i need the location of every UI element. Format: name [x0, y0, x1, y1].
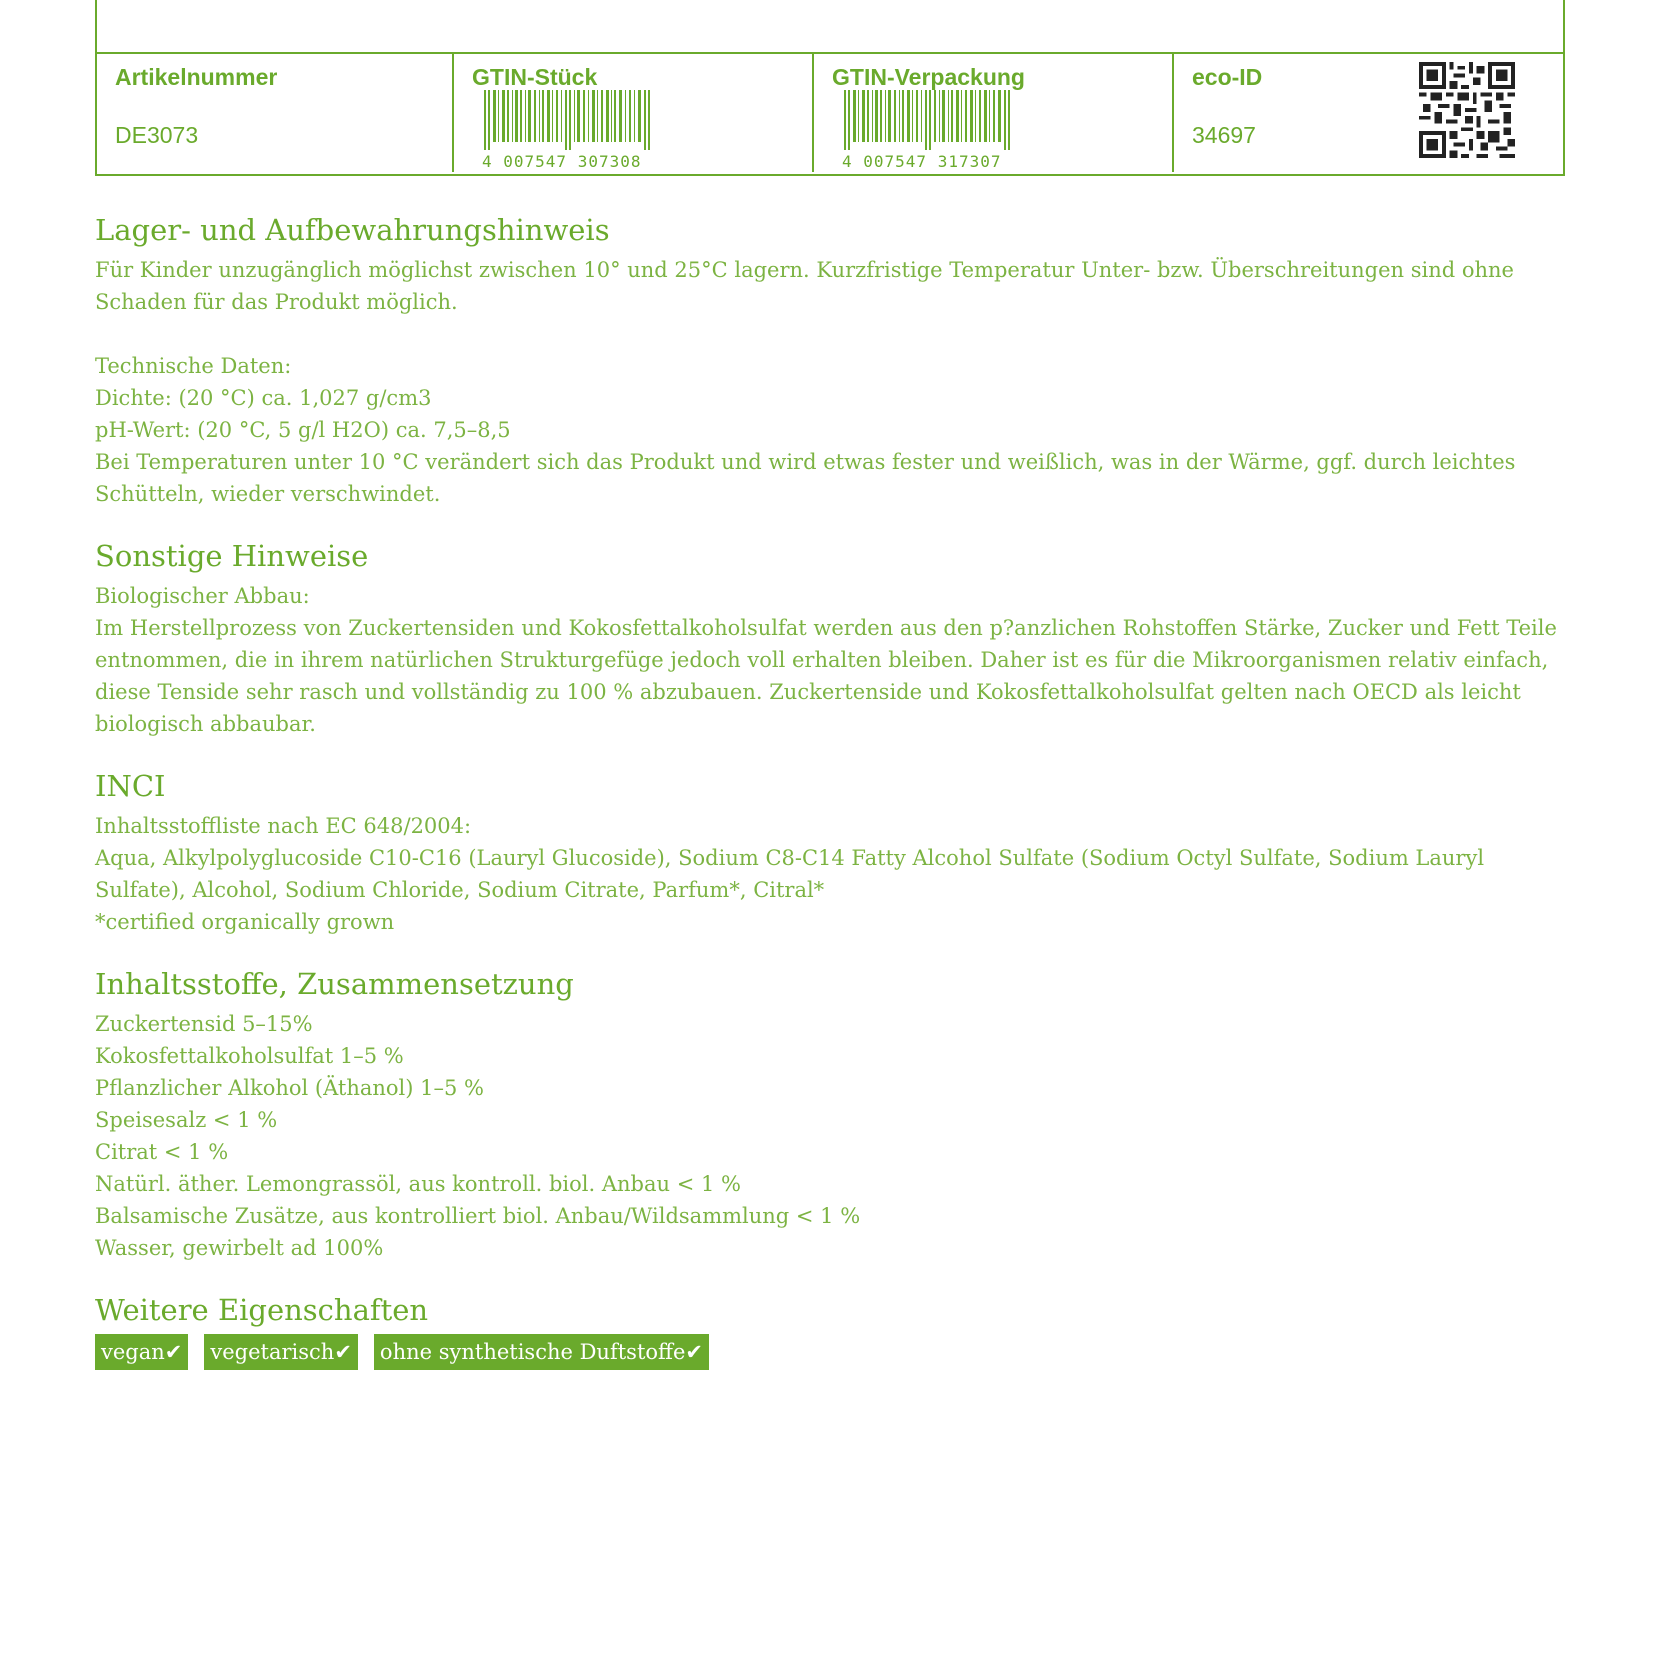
gtin-verpackung-label: GTIN-Verpackung [832, 64, 1025, 90]
list-item: Zuckertensid 5–15% [95, 1012, 313, 1036]
eco-id-label: eco-ID [1192, 64, 1263, 90]
inci-note: *certified organically grown [95, 910, 395, 934]
eco-id-cell [1172, 54, 1565, 172]
property-tags [95, 1334, 1565, 1370]
inci-title: INCI [95, 769, 166, 803]
tag-vegan: vegan✔ [95, 1334, 188, 1370]
list-item: Speisesalz < 1 % [95, 1108, 278, 1132]
density-text: Dichte: (20 °C) ca. 1,027 g/cm3 [95, 386, 432, 410]
list-item: Natürl. äther. Lemongrassöl, aus kontroll. biol. Anbau < 1 % [95, 1172, 741, 1196]
ph-text: pH-Wert: (20 °C, 5 g/l H2O) ca. 7,5–8,5 [95, 418, 511, 442]
tag-vegetarisch: vegetarisch✔ [204, 1334, 358, 1370]
barcode-icon [482, 90, 652, 150]
inhaltsstoffe-title: Inhaltsstoffe, Zusammensetzung [95, 967, 574, 1001]
sonstige-title: Sonstige Hinweise [95, 539, 369, 573]
tag-ohne-duftstoffe: ohne synthetische Duftstoffe✔ [374, 1334, 709, 1370]
gtin-stueck-digits: 4 007547 307308 [482, 152, 642, 171]
gtin-verpackung-digits: 4 007547 317307 [842, 152, 1002, 171]
sonstige-subtitle: Biologischer Abbau: [95, 584, 310, 608]
gtin-stueck-label: GTIN-Stück [472, 64, 598, 90]
barcode-icon [842, 90, 1012, 150]
artikelnummer-label: Artikelnummer [115, 64, 278, 90]
weitere-section [95, 1292, 1565, 1370]
sonstige-section [95, 538, 1565, 740]
temp-note: Bei Temperaturen unter 10 °C verändert sich das Produkt und wird etwas fester und weißlich, was in der Wärme, ggf. durch leichtes Schütteln, wieder verschwindet. [95, 450, 1516, 506]
list-item: Wasser, gewirbelt ad 100% [95, 1236, 384, 1260]
product-info-box [95, 0, 1565, 176]
weitere-title: Weitere Eigenschaften [95, 1293, 429, 1327]
qr-code-icon [1419, 62, 1515, 158]
artikelnummer-value: DE3073 [115, 122, 199, 148]
lager-section [95, 212, 1565, 510]
lager-text: Für Kinder unzugänglich möglichst zwischen 10° und 25°C lagern. Kurzfristige Temperatur Unter- bzw. Überschreitungen sind ohne Schaden für das Produkt möglich. [95, 258, 1514, 314]
list-item: Pflanzlicher Alkohol (Äthanol) 1–5 % [95, 1076, 484, 1100]
sonstige-text: Im Herstellprozess von Zuckertensiden und Kokosfettalkoholsulfat werden aus den p?anzlichen Rohstoffen Stärke, Zucker und Fett Teile entnommen, die in ihrem natürlichen Strukturgefüge jedoch voll erhalten bleiben. Daher ist es für die Mikroorganismen relativ einfach, diese Tenside sehr rasch und vollständig zu 100 % abzubauen. Zuckertenside und Kokosfettalkoholsulfat gelten nach OECD als leicht biologisch abbaubar. [95, 616, 1557, 736]
inhaltsstoffe-section [95, 966, 1565, 1264]
product-details [95, 212, 1565, 1398]
lager-title: Lager- und Aufbewahrungshinweis [95, 213, 610, 247]
list-item: Citrat < 1 % [95, 1140, 229, 1164]
list-item: Kokosfettalkoholsulfat 1–5 % [95, 1044, 404, 1068]
tech-data-title: Technische Daten: [95, 354, 292, 378]
artikelnummer-cell [97, 54, 452, 172]
gtin-verpackung-cell [812, 54, 1174, 172]
inci-text: Aqua, Alkylpolyglucoside C10-C16 (Lauryl Glucoside), Sodium C8-C14 Fatty Alcohol Sulfate (Sodium Octyl Sulfate, Sodium Lauryl Sulfate), Alcohol, Sodium Chloride, Sodium Citrate, Parfum*, Citral* [95, 846, 1485, 902]
gtin-stueck-cell [452, 54, 814, 172]
inci-subtitle: Inhaltsstoffliste nach EC 648/2004: [95, 814, 472, 838]
eco-id-value: 34697 [1192, 122, 1256, 148]
list-item: Balsamische Zusätze, aus kontrolliert biol. Anbau/Wildsammlung < 1 % [95, 1204, 861, 1228]
inci-section [95, 768, 1565, 938]
